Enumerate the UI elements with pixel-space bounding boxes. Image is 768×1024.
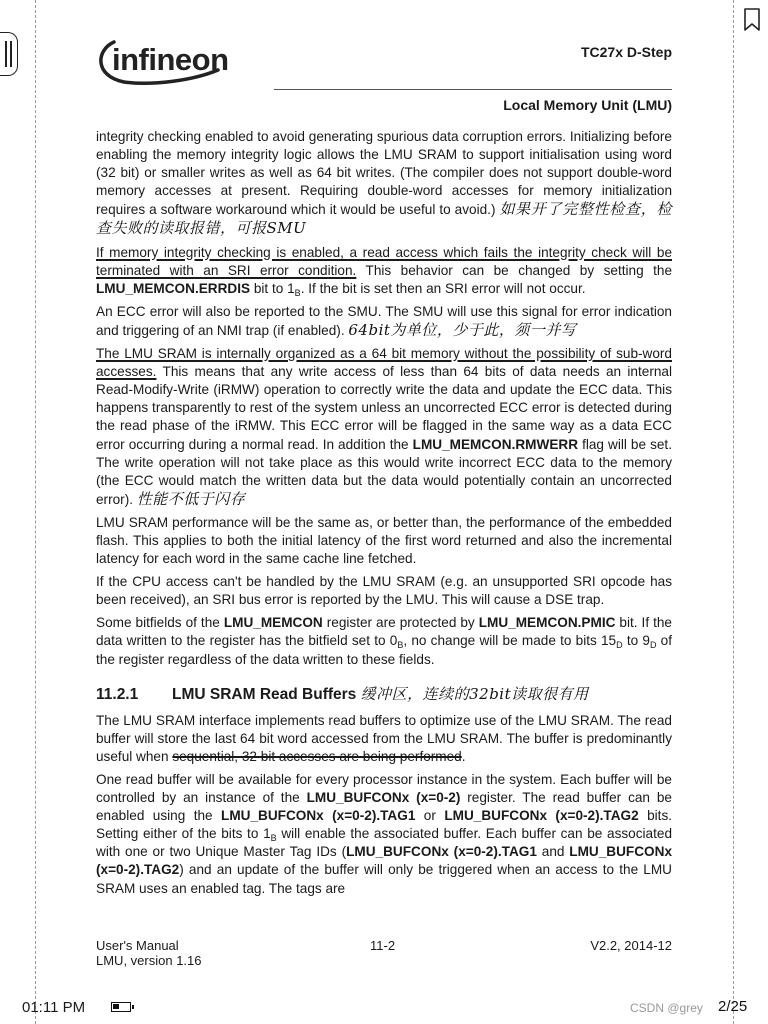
handwritten-note: 如果开了完整性检查，检查失败的读取报错，可报SMU — [96, 200, 672, 238]
sidebar-toggle-tab[interactable] — [0, 32, 18, 76]
handwritten-note: 性能不低于闪存 — [136, 489, 246, 508]
header-divider — [274, 89, 672, 90]
footer-manual-title: User's Manual — [96, 938, 179, 953]
paragraph-2: If memory integrity checking is enabled, a read access which fails the integrity check will be terminated with an SRI error condition. This behavior can be changed by setting the LMU_MEMCON.ERRDIS bit to $1_B$. If the bit is set then an SRI error will not occur. — [96, 244, 672, 298]
paragraph-9: One read buffer will be available for every processor instance in the system. Each buffer will be controlled by an instance of the LMU_BUFCONx (x=0-2) register. The read buffer can be enabled using the LMU_BUFCONx (x=0-2).TAG1 or LMU_BUFCONx (x=0-2).TAG2 bits. Setting either of the bits to $1_B$ will enable the associated buffer. Each buffer can be associated with one or two Unique Master Tag IDs (LMU_BUFCONx (x=0-2).TAG1 and LMU_BUFCONx (x=0-2).TAG2) and an update of the buffer will only be triggered when an access to the LMU SRAM uses an enabled tag. The tags are — [96, 772, 673, 896]
handwritten-note: 64bit为单位，少于此，须一并写 — [348, 320, 577, 339]
underlined-text: The LMU SRAM is internally organized as a 64 bit memory without the possibility of sub-word accesses. — [96, 346, 672, 380]
paragraph-3: An ECC error will also be reported to the SMU. The SMU will use this signal for error indication and triggering of an NMI trap (if enabled). 64bit为单位，少于此，须一并写 — [96, 303, 672, 339]
watermark: CSDN @grey — [630, 1001, 703, 1015]
document-title: TC27x D-Step — [580, 44, 672, 60]
handwritten-note: 缓冲区，连续的32bit读取很有用 — [360, 684, 589, 703]
footer-page-number: 11-2 — [370, 938, 396, 953]
footer-manual-version: LMU, version 1.16 — [96, 953, 202, 968]
left-margin-guide — [35, 0, 36, 1024]
subsection-title: LMU SRAM Read Buffers — [172, 685, 357, 703]
status-bar — [0, 996, 768, 1024]
section-title: Local Memory Unit (LMU) — [503, 97, 672, 113]
paragraph-8: The LMU SRAM interface implements read buffers to optimize use of the LMU SRAM. The read buffer will store the last 64 bit word accessed from the LMU SRAM. The buffer is predominantly useful when sequential, 32 bit accesses are being performed. — [96, 712, 672, 764]
clock: 01:11 PM — [22, 999, 86, 1016]
struck-text: sequential, 32 bit accesses are being performed — [172, 748, 462, 764]
subsection-heading — [96, 685, 672, 704]
footer-manual — [96, 938, 202, 968]
right-margin-guide — [733, 0, 734, 1024]
paragraph-6: If the CPU access can't be handled by the LMU SRAM (e.g. an unsupported SRI opcode has been received), an SRI bus error is reported by the LMU. This will cause a DSE trap. — [96, 574, 672, 608]
page-content — [96, 128, 672, 903]
footer-doc-version: V2.2, 2014-12 — [590, 938, 672, 953]
underlined-text: If memory integrity checking is enabled, a read access which fails the integrity check will be terminated with an SRI error condition. — [96, 244, 672, 278]
bookmark-icon[interactable] — [743, 8, 761, 32]
paragraph-7: Some bitfields of the LMU_MEMCON register are protected by LMU_MEMCON.PMIC bit. If the data written to the register has the bitfield set to $0_B$, no change will be made to bits $15_D$ to $9_D$ of the register regardless of the data written to these fields. — [96, 615, 673, 667]
page-indicator[interactable]: 2/25 — [718, 998, 748, 1015]
paragraph-4: The LMU SRAM is internally organized as a 64 bit memory without the possibility of sub-word accesses. This means that any write access of less than 64 bits of data needs an internal Read-Modify-Write (iRMW) operation to correctly write the data and update the ECC data. This happens transparently to rest of the system unless an uncorrected ECC error is detected during the read phase of the iRMW. This ECC error will be flagged in the same way as a data ECC error occurring during a normal read. In addition the LMU_MEMCON.RMWERR flag will be set. The write operation will not take place as this would write incorrect ECC data to the memory (the ECC would match the written data but the data would potentially contain an uncorrected error). 性能不低于闪存 — [96, 346, 672, 508]
subsection-number: 11.2.1 — [96, 685, 139, 703]
register-name: LMU_MEMCON — [412, 436, 512, 452]
register-name: LMU_MEMCON — [96, 280, 195, 296]
infineon-logo: infineon — [112, 42, 229, 77]
paragraph-5: LMU SRAM performance will be the same as, or better than, the performance of the embedded flash. This applies to both the initial latency of the first word returned and also the incremental latency for each word in the same cache line fetched. — [96, 514, 672, 567]
paragraph-1: integrity checking enabled to avoid generating spurious data corruption errors. Initializing before enabling the memory integrity logic allows the LMU SRAM to support initialisation using word (32 bit) or smaller writes as well as 64 bit writes. (The compiler does not support double-word memory accesses at present. Requiring double-word accesses for memory initialization requires a software workaround which it would be useful to avoid.) 如果开了完整性检查，检查失败的读取报错，可报SMU — [96, 129, 672, 238]
battery-icon — [111, 1002, 131, 1012]
